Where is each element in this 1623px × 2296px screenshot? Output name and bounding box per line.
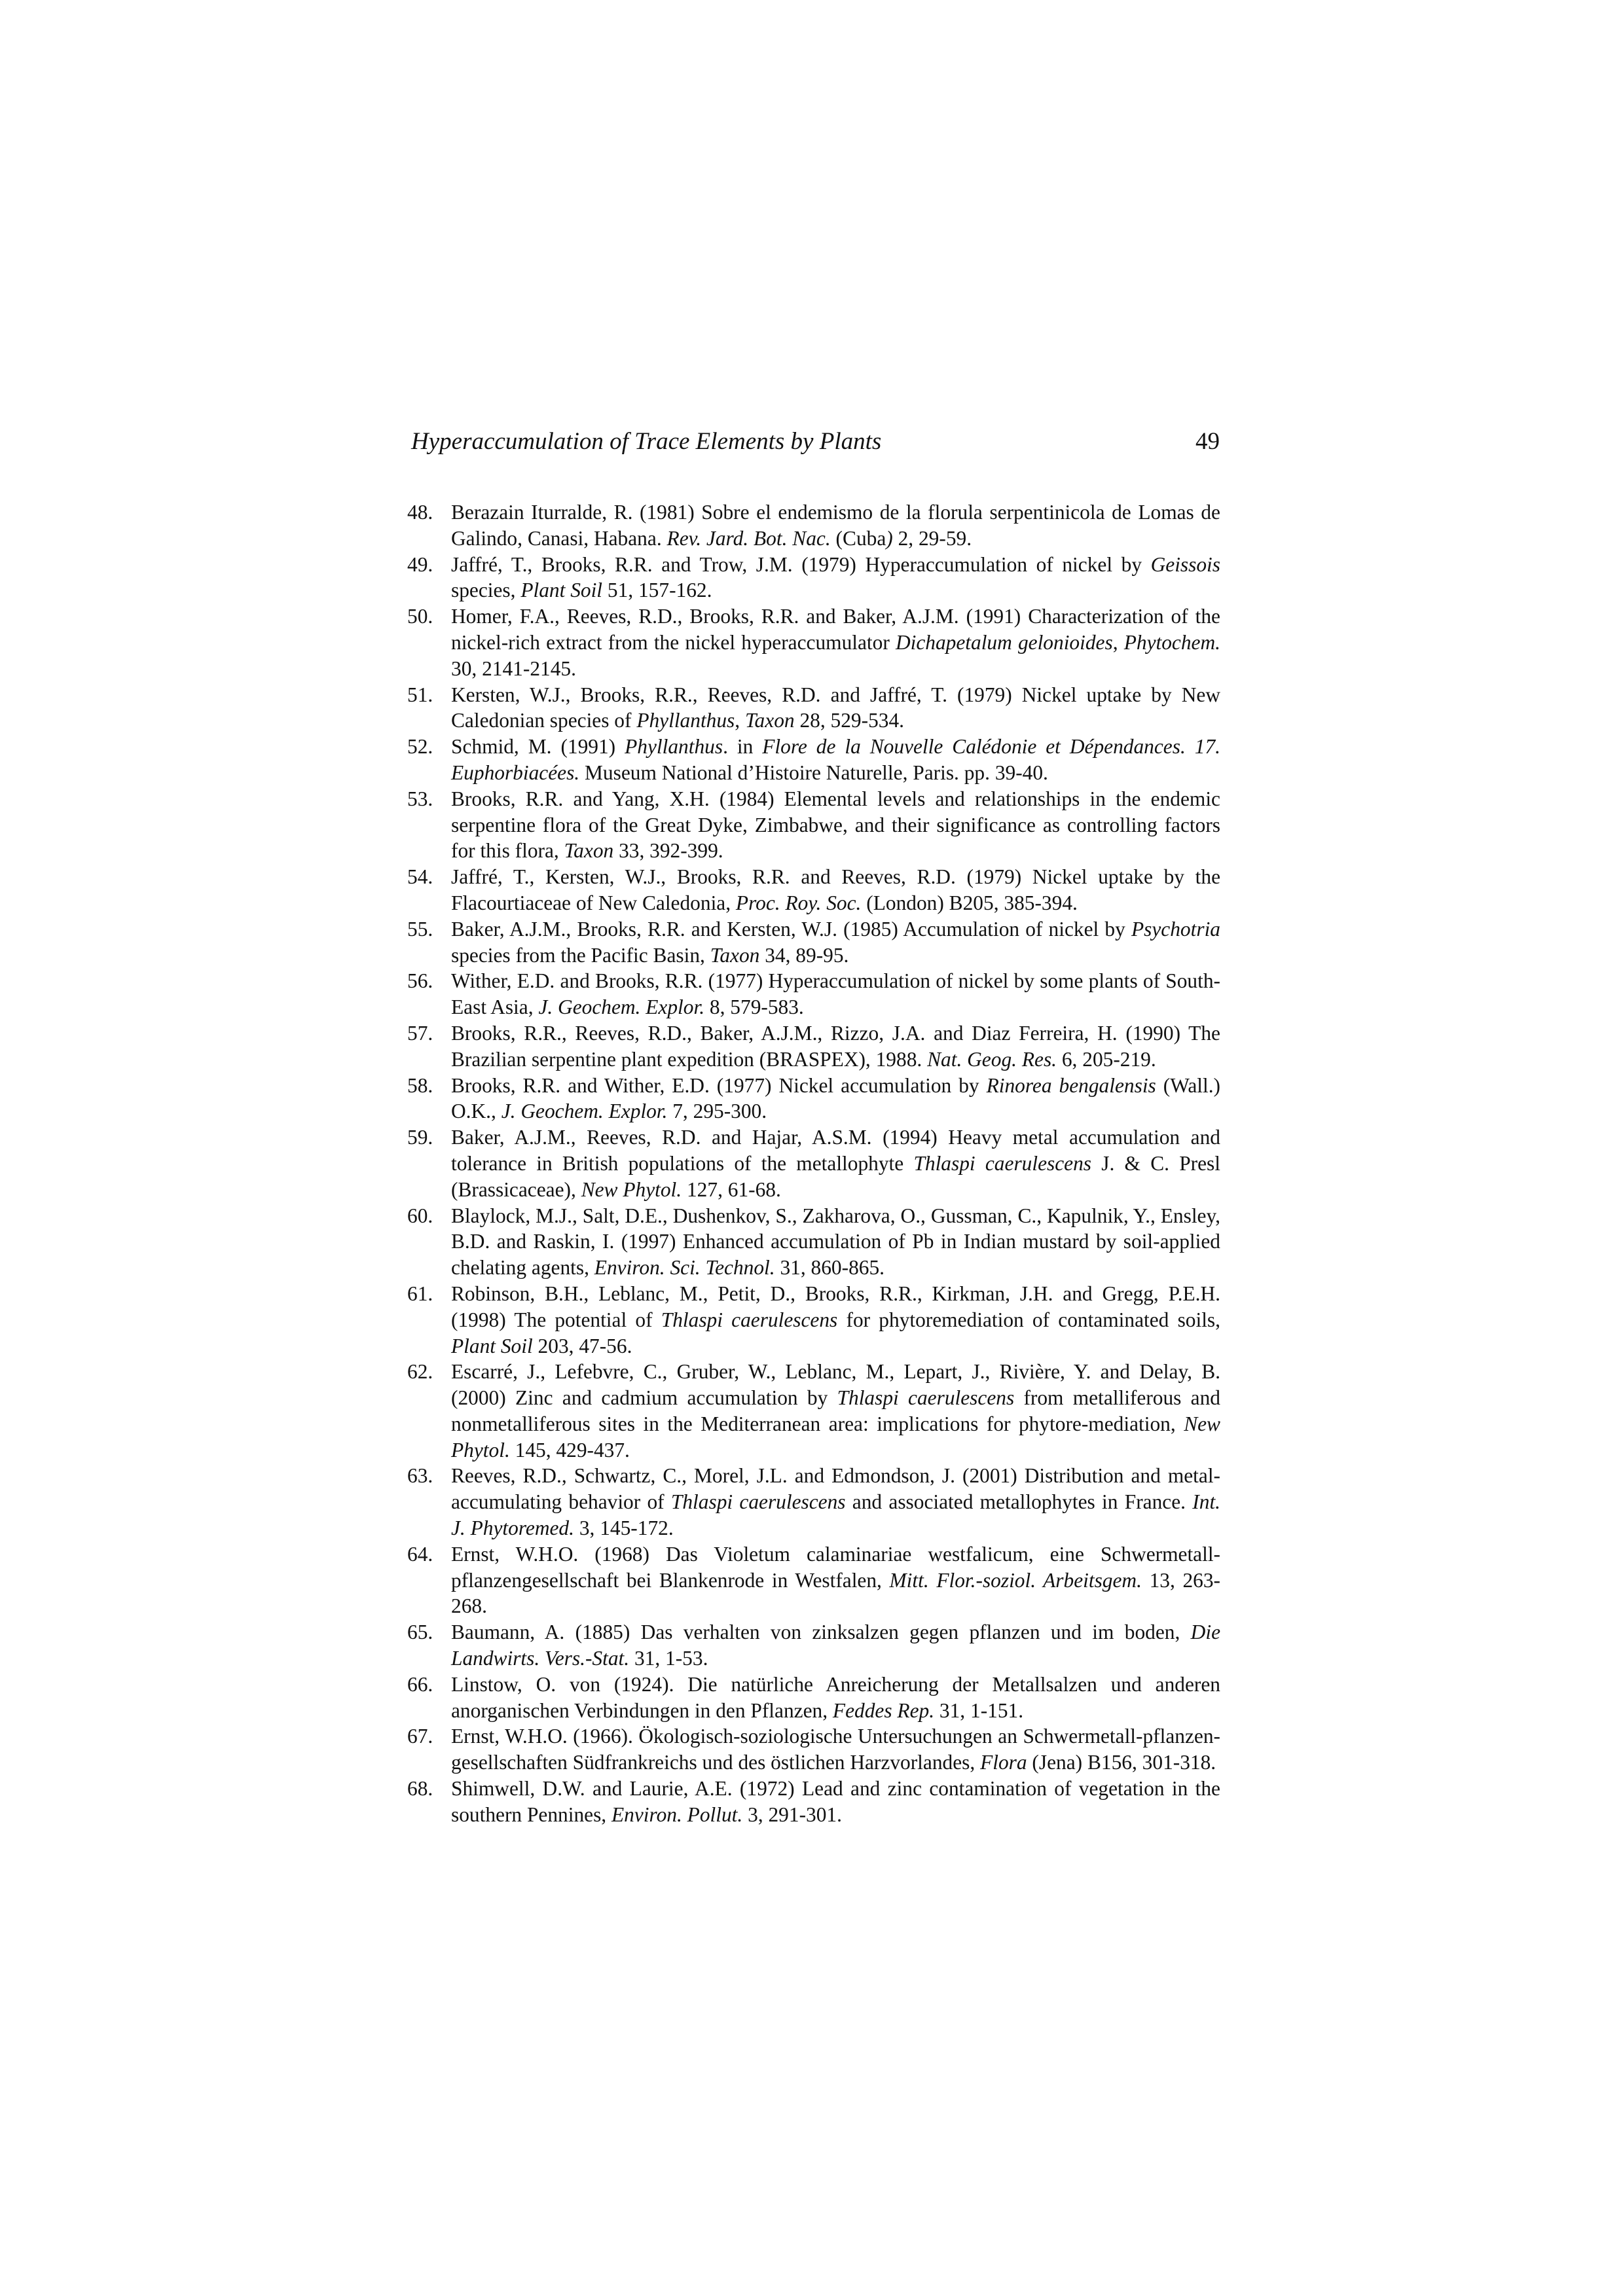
reference-italic-segment: Environ. Sci. Technol. — [594, 1256, 775, 1280]
reference-segment: Jaffré, T., Kersten, W.J., Brooks, R.R. and Reeves, R.D. (1979) Nickel uptake by the Flacourtiaceae of New Caledonia, — [451, 865, 1220, 914]
reference-italic-segment: Int. J. Phytoremed. — [451, 1490, 1221, 1540]
reference-item — [407, 1124, 1220, 1202]
reference-number: 57. — [407, 1021, 433, 1045]
page-number: 49 — [1195, 428, 1220, 455]
reference-segment: 6, 205-219. — [1057, 1047, 1156, 1071]
reference-segment: Linstow, O. von (1924). Die natürliche Anreicherung der Metallsalzen und anderen anorganischen Verbindungen in den Pflanzen, — [451, 1672, 1220, 1722]
reference-text — [451, 1543, 1220, 1618]
reference-text — [451, 969, 1220, 1018]
reference-item — [407, 1463, 1220, 1541]
reference-number: 63. — [407, 1464, 433, 1488]
reference-segment: 203, 47-56. — [532, 1334, 632, 1357]
reference-italic-segment: Flore de la Nouvelle Calédonie et Dépendances. 17. Euphorbiacées. — [451, 735, 1220, 784]
reference-segment: (Cuba — [830, 526, 886, 550]
reference-text — [451, 1282, 1220, 1357]
reference-list — [407, 499, 1220, 1828]
reference-item — [407, 1619, 1220, 1672]
reference-item — [407, 968, 1220, 1020]
reference-segment: Shimwell, D.W. and Laurie, A.E. (1972) Lead and zinc contamination of vegetation in the southern Pennines, — [451, 1777, 1220, 1826]
reference-italic-segment: Taxon — [744, 709, 795, 732]
reference-number: 68. — [407, 1777, 433, 1801]
reference-segment: 3, 291-301. — [742, 1803, 842, 1826]
reference-italic-segment: New Phytol. — [451, 1412, 1220, 1462]
reference-item — [407, 1073, 1220, 1125]
reference-item — [407, 603, 1220, 681]
reference-segment: Baker, A.J.M., Brooks, R.R. and Kersten, W.J. (1985) Accumulation of nickel by — [451, 917, 1131, 941]
reference-segment: Reeves, R.D., Schwartz, C., Morel, J.L. and Edmondson, J. (2001) Distribution and metal-accumulating behavior of — [451, 1464, 1220, 1514]
reference-number: 64. — [407, 1542, 433, 1566]
reference-text — [451, 501, 1220, 550]
reference-number: 58. — [407, 1073, 433, 1097]
reference-item — [407, 499, 1220, 552]
reference-segment: Kersten, W.J., Brooks, R.R., Reeves, R.D. and Jaffré, T. (1979) Nickel uptake by New Caledonian species of — [451, 683, 1220, 732]
reference-segment: 145, 429-437. — [509, 1438, 630, 1462]
reference-number: 50. — [407, 605, 433, 628]
reference-number: 59. — [407, 1126, 433, 1149]
reference-text — [451, 1777, 1220, 1826]
reference-number: 52. — [407, 735, 433, 759]
reference-italic-segment: Proc. Roy. Soc. — [735, 891, 862, 914]
reference-text — [451, 1022, 1220, 1071]
reference-text — [451, 1464, 1220, 1539]
reference-segment: Berazain Iturralde, R. (1981) Sobre el endemismo de la florula serpentinicola de Lomas de Galindo, Canasi, Habana. — [451, 501, 1220, 550]
reference-item — [407, 1723, 1220, 1776]
reference-segment: , — [1112, 630, 1124, 654]
reference-item — [407, 734, 1220, 786]
reference-italic-segment: Thlaspi caerulescens — [913, 1151, 1091, 1175]
reference-segment: species from the Pacific Basin, — [451, 943, 710, 967]
reference-item — [407, 1203, 1220, 1281]
reference-italic-segment: Flora — [980, 1751, 1027, 1774]
reference-segment: Brooks, R.R. and Wither, E.D. (1977) Nickel accumulation by — [451, 1073, 987, 1097]
reference-item — [407, 1672, 1220, 1724]
reference-italic-segment: Mitt. Flor.-soziol. Arbeitsgem. — [889, 1568, 1142, 1592]
reference-text — [451, 1074, 1220, 1123]
reference-number: 49. — [407, 552, 433, 576]
reference-italic-segment: Psychotria — [1131, 917, 1220, 941]
reference-text — [451, 553, 1220, 602]
reference-segment: 31, 860-865. — [775, 1256, 885, 1280]
reference-segment: . in — [723, 735, 763, 759]
reference-segment: , — [735, 709, 745, 732]
reference-text — [451, 1725, 1220, 1774]
reference-segment: Schmid, M. (1991) — [451, 735, 625, 759]
reference-italic-segment: Phyllanthus — [636, 709, 735, 732]
reference-italic-segment: J. Geochem. Explor. — [501, 1100, 668, 1123]
reference-segment: from metalliferous and nonmetalliferous sites in the Mediterranean area: implications for phytore-mediation, — [451, 1386, 1220, 1435]
reference-text — [451, 865, 1220, 914]
reference-number: 65. — [407, 1621, 433, 1644]
reference-text — [451, 1673, 1220, 1722]
reference-number: 53. — [407, 787, 433, 810]
running-title: Hyperaccumulation of Trace Elements by Plants — [411, 428, 882, 455]
reference-segment: (Jena) B156, 301-318. — [1027, 1751, 1216, 1774]
reference-italic-segment: Phytochem. — [1123, 630, 1220, 654]
reference-segment: 127, 61-68. — [682, 1177, 781, 1201]
reference-italic-segment: Plant Soil — [520, 579, 603, 602]
reference-segment: 7, 295-300. — [667, 1100, 767, 1123]
reference-item — [407, 916, 1220, 969]
reference-italic-segment: Rinorea bengalensis — [986, 1073, 1156, 1097]
reference-segment: Jaffré, T., Brooks, R.R. and Trow, J.M. (1979) Hyperaccumulation of nickel by — [451, 552, 1151, 576]
reference-segment: 3, 145-172. — [574, 1516, 674, 1540]
reference-segment: 13, 263-268. — [451, 1568, 1220, 1618]
reference-segment: 34, 89-95. — [759, 943, 849, 967]
reference-item — [407, 552, 1220, 604]
reference-italic-segment: New Phytol. — [581, 1177, 682, 1201]
page-header — [411, 425, 1220, 458]
reference-segment: J. & C. Presl (Brassicaceae), — [451, 1151, 1220, 1201]
reference-italic-segment: Thlaspi caerulescens — [661, 1308, 838, 1331]
reference-segment: Blaylock, M.J., Salt, D.E., Dushenkov, S., Zakharova, O., Gussman, C., Kapulnik, Y., Ensley, B.D. and Raskin, I. (1997) Enhanced accumulation of Pb in Indian mustard by soil-applied chelating agents, — [451, 1204, 1220, 1280]
reference-segment: Museum National d’Histoire Naturelle, Paris. pp. 39-40. — [579, 761, 1048, 784]
reference-text — [451, 683, 1220, 732]
reference-segment: 31, 1-151. — [934, 1698, 1024, 1722]
reference-italic-segment: Nat. Geog. Res. — [927, 1047, 1057, 1071]
reference-segment: Brooks, R.R. and Yang, X.H. (1984) Elemental levels and relationships in the endemic serpentine flora of the Great Dyke, Zimbabwe, and their significance as controlling factors for this flora, — [451, 787, 1220, 863]
reference-italic-segment: Plant Soil — [451, 1334, 533, 1357]
reference-segment: Ernst, W.H.O. (1968) Das Violetum calaminariae westfalicum, eine Schwermetall-pflanzengesellschaft bei Blankenrode in Westfalen, — [451, 1542, 1220, 1592]
reference-segment: Homer, F.A., Reeves, R.D., Brooks, R.R. and Baker, A.J.M. (1991) Characterization of the nickel-rich extract from the nickel hyperaccumulator — [451, 605, 1220, 654]
reference-number: 48. — [407, 501, 433, 524]
reference-number: 60. — [407, 1204, 433, 1227]
reference-number: 66. — [407, 1672, 433, 1696]
reference-item — [407, 864, 1220, 916]
reference-number: 55. — [407, 917, 433, 941]
reference-segment: for phytoremediation of contaminated soils, — [837, 1308, 1220, 1331]
reference-italic-segment: Taxon — [710, 943, 760, 967]
reference-italic-segment: J. Geochem. Explor. — [538, 996, 705, 1019]
reference-segment: Baker, A.J.M., Reeves, R.D. and Hajar, A.S.M. (1994) Heavy metal accumulation and tolerance in British populations of the metallophyte — [451, 1126, 1220, 1175]
reference-number: 51. — [407, 683, 433, 706]
reference-item — [407, 1281, 1220, 1359]
reference-italic-segment: Geissois — [1150, 552, 1220, 576]
reference-italic-segment: Phyllanthus — [625, 735, 723, 759]
reference-segment: and associated metallophytes in France. — [845, 1490, 1193, 1514]
reference-italic-segment: Die Landwirts. Vers.-Stat. — [451, 1621, 1220, 1670]
reference-italic-segment: Dichapetalum gelonioides — [895, 630, 1113, 654]
reference-item — [407, 1020, 1220, 1073]
reference-segment: Wither, E.D. and Brooks, R.R. (1977) Hyperaccumulation of nickel by some plants of South-East Asia, — [451, 969, 1220, 1019]
reference-item — [407, 1541, 1220, 1619]
reference-text — [451, 1360, 1220, 1461]
reference-number: 61. — [407, 1282, 433, 1305]
reference-item — [407, 1776, 1220, 1828]
reference-segment: 31, 1-53. — [629, 1647, 708, 1670]
reference-segment: 30, 2141-2145. — [451, 656, 576, 680]
reference-italic-segment: Environ. Pollut. — [611, 1803, 743, 1826]
reference-segment: (Wall.) O.K., — [451, 1073, 1220, 1123]
reference-segment: (London) B205, 385-394. — [861, 891, 1078, 914]
reference-item — [407, 1359, 1220, 1463]
reference-number: 54. — [407, 865, 433, 889]
reference-text — [451, 605, 1220, 680]
reference-text — [451, 1126, 1220, 1201]
reference-item — [407, 786, 1220, 864]
reference-text — [451, 735, 1220, 784]
reference-segment: Ernst, W.H.O. (1966). Ökologisch-soziologische Untersuchungen an Schwermetall-pflanzen-gesellschaften Südfrankreichs und des östlichen Harzvorlandes, — [451, 1725, 1220, 1774]
reference-italic-segment: Taxon — [564, 839, 614, 863]
reference-segment: 51, 157-162. — [602, 579, 712, 602]
reference-segment: 28, 529-534. — [794, 709, 905, 732]
reference-segment: Baumann, A. (1885) Das verhalten von zinksalzen gegen pflanzen und im boden, — [451, 1621, 1191, 1644]
reference-segment: Robinson, B.H., Leblanc, M., Petit, D., Brooks, R.R., Kirkman, J.H. and Gregg, P.E.H. (1998) The potential of — [451, 1282, 1220, 1331]
reference-italic-segment: Thlaspi caerulescens — [670, 1490, 846, 1514]
reference-text — [451, 1621, 1220, 1670]
reference-text — [451, 787, 1220, 863]
reference-segment: Brooks, R.R., Reeves, R.D., Baker, A.J.M., Rizzo, J.A. and Diaz Ferreira, H. (1990) The Brazilian serpentine plant expedition (BRASPEX), 1988. — [451, 1021, 1220, 1071]
reference-italic-segment: Feddes Rep. — [832, 1698, 935, 1722]
reference-number: 62. — [407, 1360, 433, 1384]
reference-italic-segment: Thlaspi caerulescens — [837, 1386, 1015, 1410]
reference-number: 56. — [407, 969, 433, 993]
reference-text — [451, 1204, 1220, 1280]
reference-item — [407, 682, 1220, 734]
reference-segment: 2, 29-59. — [892, 526, 972, 550]
reference-segment: Escarré, J., Lefebvre, C., Gruber, W., Leblanc, M., Lepart, J., Rivière, Y. and Delay, B. (2000) Zinc and cadmium accumulation by — [451, 1360, 1220, 1410]
reference-number: 67. — [407, 1725, 433, 1748]
reference-text — [451, 918, 1220, 967]
reference-segment: 33, 392-399. — [613, 839, 723, 863]
reference-segment: 8, 579-583. — [704, 996, 804, 1019]
reference-italic-segment: Rev. Jard. Bot. Nac. — [666, 526, 831, 550]
reference-italic-segment: ) — [886, 526, 893, 550]
reference-segment: species, — [451, 579, 521, 602]
